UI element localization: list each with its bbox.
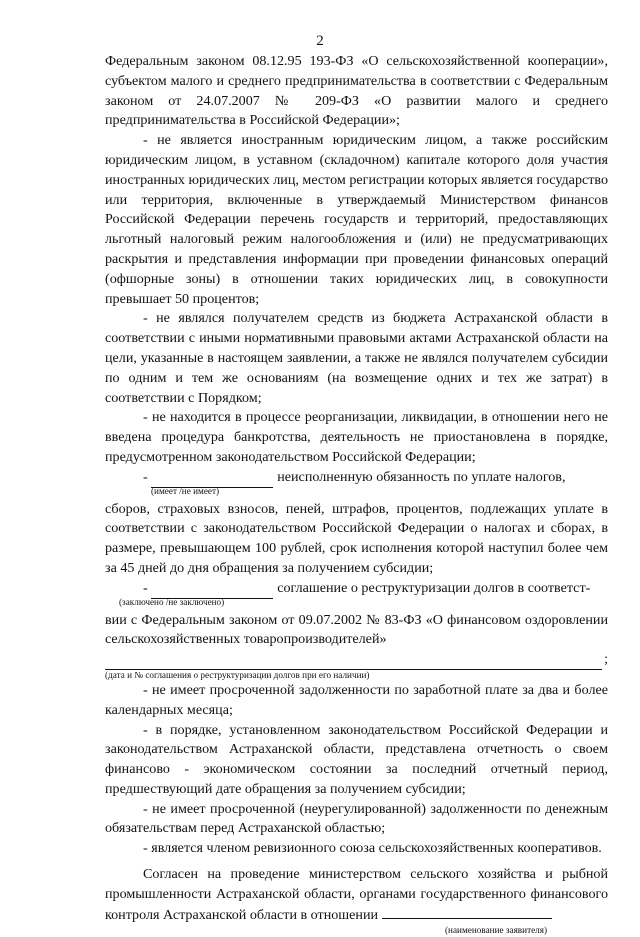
- paragraph-no-wage-debt: - не имеет просроченной задолженности по заработной плате за два и более календарных месяца;: [105, 681, 608, 718]
- restructuring-date-blank[interactable]: [105, 656, 602, 670]
- restructuring-line: - соглашение о реструктуризации долгов в соответст-: [105, 579, 608, 599]
- restructuring-date-line: ;: [105, 650, 608, 670]
- tax-obligation-text: неисполненную обязанность по уплате налогов,: [277, 468, 566, 485]
- paragraph-no-monetary-debt: - не имеет просроченной (неурегулированной) задолженности по денежным обязательствам перед Астраханской областью;: [105, 800, 608, 837]
- page-number: 2: [316, 33, 324, 49]
- paragraph-tax-details: сборов, страховых взносов, пеней, штрафов, процентов, подлежащих уплате в соответствии с законодательством Российской Федерации о налогах и сборах, в размере, превышающем 100 рублей, срок исполнения которой наступил более чем за 45 дней до дня обращения за получением субсидии;: [105, 500, 608, 576]
- paragraph-revision-union-member: - является членом ревизионного союза сельскохозяйственных кооперативов.: [143, 840, 602, 857]
- paragraph-law-reference: Федеральным законом 08.12.95 193-ФЗ «О сельскохозяйственной кооперации», субъектом малого и среднего предпринимательства в соответствии с Федеральным законом от 24.07.2007 № 209-ФЗ «О развитии малого и среднего предпринимательства в Российской Федерации»;: [105, 53, 608, 129]
- paragraph-not-budget-recipient: - не являлся получателем средств из бюджета Астраханской области в соответствии с иными нормативными правовыми актами Астраханской области на цели, указанные в настоящем заявлении, а также не являлся получателем субсидии по одним и тем же основаниям (на возмещение одних и тех же затрат) в соответствии с Порядком;: [105, 310, 608, 406]
- paragraph-not-reorganization: - не находится в процессе реорганизации, ликвидации, в отношении него не введена процедура банкротства, деятельность не приостановлена в порядке, предусмотренном законодательством Российской Федерации;: [105, 409, 608, 465]
- paragraph-restructuring-law: вии с Федеральным законом от 09.07.2002 № 83-ФЗ «О финансовом оздоровлении сельскохозяйственных товаропроизводителей»: [105, 611, 608, 648]
- restructuring-text: соглашение о реструктуризации долгов в соответст-: [277, 579, 591, 596]
- applicant-name-blank[interactable]: [382, 905, 552, 919]
- tax-obligation-line: - неисполненную обязанность по уплате налогов,: [105, 468, 608, 488]
- document-body: [105, 52, 608, 937]
- paragraph-reporting: - в порядке, установленном законодательством Российской Федерации и законодательством Астраханской области, представлена отчетность о своем финансово - экономическом состоянии за последний отчетный период, предшествующий дате обращения за получением субсидии;: [105, 721, 608, 797]
- restructuring-date-caption: (дата и № соглашения о реструктуризации долгов при его наличии): [105, 669, 370, 680]
- paragraph-consent: Согласен на проведение министерством сельского хозяйства и рыбной промышленности Астраханской области, органами государственного финансового контроля Астраханской области в отношении: [105, 866, 608, 923]
- restructuring-caption: (заключено /не заключено): [119, 596, 225, 607]
- tax-obligation-caption: (имеет /не имеет): [151, 485, 220, 496]
- paragraph-not-foreign-entity: - не является иностранным юридическим лицом, а также российским юридическим лицом, в уставном (складочном) капитале которого доля участия иностранных юридических лиц, местом регистрации которых является государство или территория, включенные в утверждаемый Министерством финансов Российской Федерации перечень государств и территорий, предоставляющих льготный налоговый режим налогообложения и (или) не предусматривающих раскрытия и представления информации при проведении финансовых операций (офшорные зоны) в отношении таких юридических лиц, в совокупности превышает 50 процентов;: [105, 132, 609, 307]
- applicant-name-caption: (наименование заявителя): [445, 925, 548, 936]
